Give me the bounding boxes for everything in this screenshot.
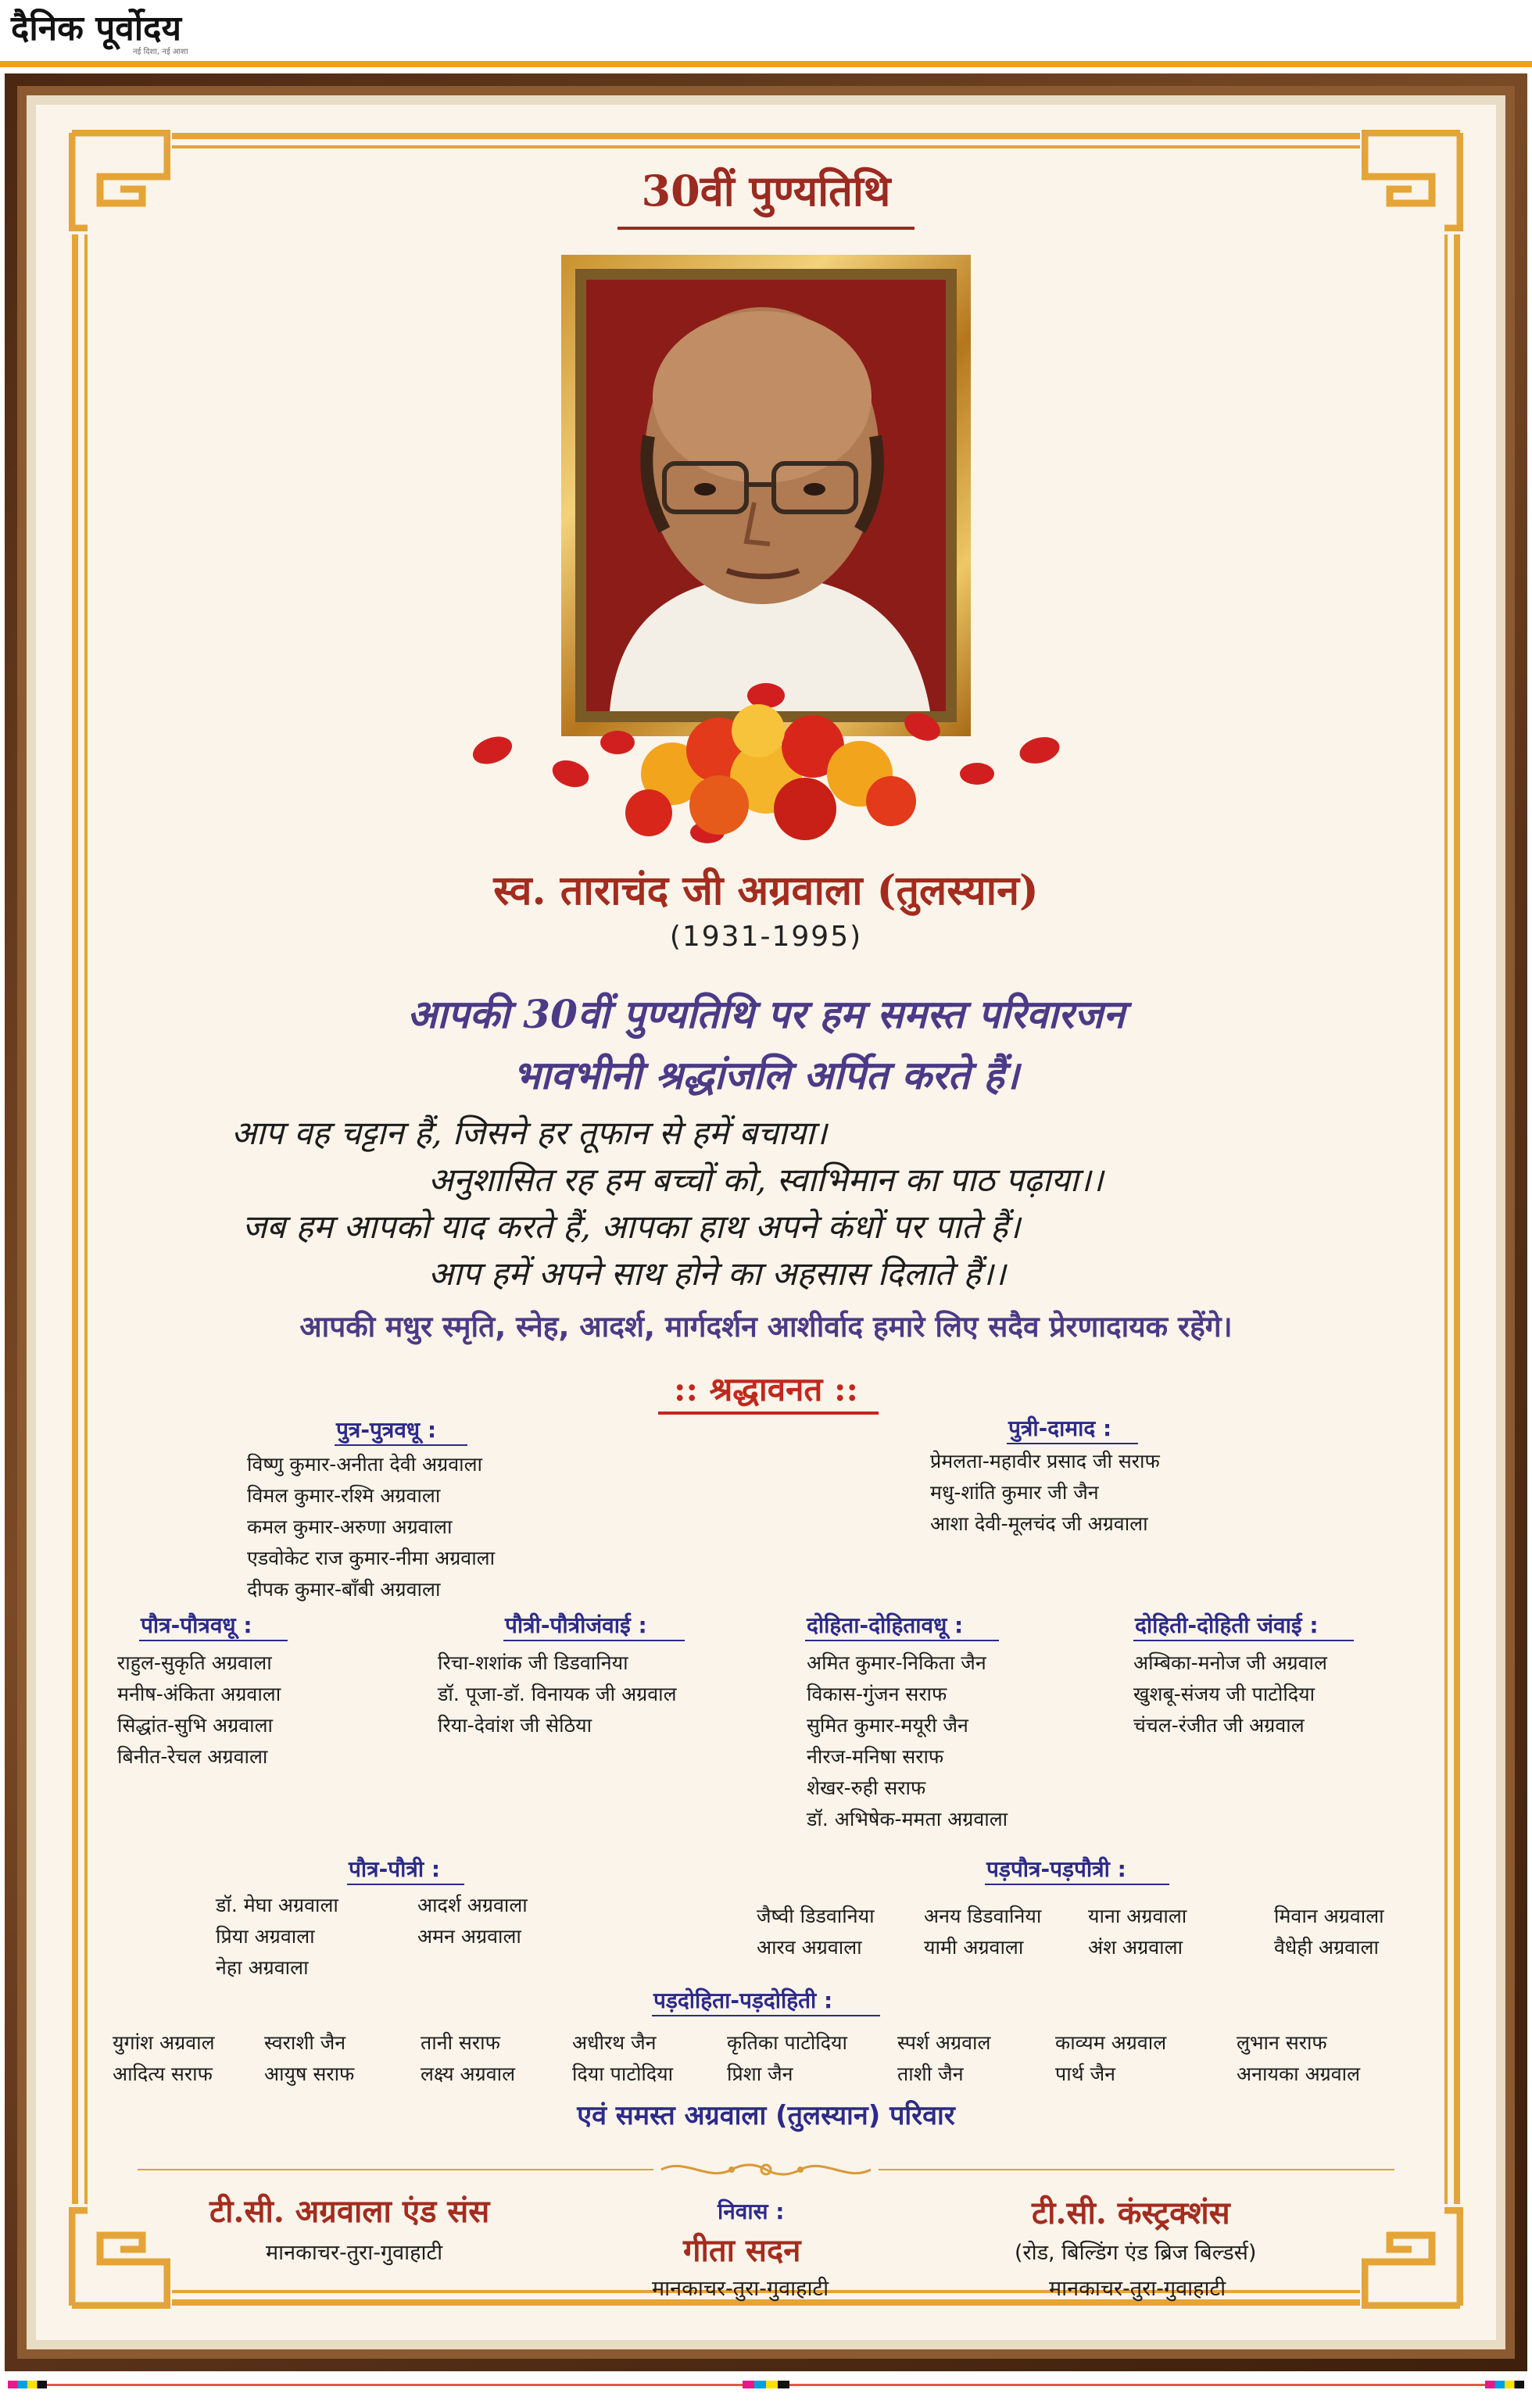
footer-residence-label: निवास : xyxy=(718,2199,785,2224)
group-list-dohiti xyxy=(1133,1648,1327,1741)
list-item: तानी सराफ xyxy=(421,2031,500,2054)
list-item: आदित्य सराफ xyxy=(113,2063,213,2085)
list-item: आदर्श अग्रवाला xyxy=(417,1894,528,1916)
group-underline xyxy=(805,1640,999,1641)
list-item: रिचा-शशांक जी डिडवानिया xyxy=(438,1651,628,1674)
list-item: लुभान सराफ xyxy=(1237,2031,1327,2054)
list-item: मधु-शांति कुमार जी जैन xyxy=(930,1481,1099,1504)
list-item: खुशबू-संजय जी पाटोदिया xyxy=(1133,1683,1315,1705)
group-heading-dohita: दोहिता-दोहितावधू : xyxy=(807,1612,964,1638)
deceased-name: स्व. ताराचंद जी अग्रवाला (तुलस्यान) xyxy=(493,867,1039,914)
newspaper-logo[interactable]: दैनिक पूर्वोदय xyxy=(11,9,182,48)
list-item: ताशी जैन xyxy=(897,2063,964,2085)
masthead-rule xyxy=(0,61,1532,67)
group-heading-pautri-jamai: पौत्री-पौत्रीजंवाई : xyxy=(505,1612,647,1638)
list-item: नेहा अग्रवाला xyxy=(216,1956,309,1979)
footer-divider-right xyxy=(879,2169,1394,2170)
deceased-years: (1931-1995) xyxy=(669,921,863,953)
list-item: सिद्धांत-सुभि अग्रवाला xyxy=(117,1714,273,1737)
group-list-paddohita-col-2 xyxy=(264,2027,354,2090)
footer-subtitle-right: (रोड, बिल्डिंग एंड ब्रिज बिल्डर्स) xyxy=(1015,2241,1257,2265)
group-list-paddohita-col-4 xyxy=(572,2027,673,2090)
list-item: बिनीत-रेचल अग्रवाला xyxy=(117,1745,268,1768)
group-underline xyxy=(1007,1443,1138,1444)
group-list-padpautra-col-1 xyxy=(757,1901,875,1963)
group-underline xyxy=(335,1444,467,1446)
scroll-ornament-icon xyxy=(653,2156,879,2184)
list-item: डॉ. पूजा-डॉ. विनायक जी अग्रवाल xyxy=(438,1683,677,1705)
group-heading-dohiti: दोहिती-दोहिती जंवाई : xyxy=(1135,1612,1319,1638)
tribute-headline-line-2: भावभीनी श्रद्धांजलि अर्पित करते हैं। xyxy=(513,1052,1019,1098)
color-registration-mark xyxy=(8,2381,47,2388)
list-item: प्रिशा जैन xyxy=(727,2063,793,2085)
list-item: अमन अग्रवाला xyxy=(417,1925,521,1948)
list-item: युगांश अग्रवाल xyxy=(113,2031,215,2054)
memory-line: आपकी मधुर स्मृति, स्नेह, आदर्श, मार्गदर्शन आशीर्वाद हमारे लिए सदैव प्रेरणादायक रहेंगे। xyxy=(299,1310,1233,1344)
list-item: अम्बिका-मनोज जी अग्रवाल xyxy=(1133,1651,1327,1674)
group-heading-putri: पुत्री-दामाद : xyxy=(1008,1415,1112,1441)
group-heading-pautra-pautri: पौत्र-पौत्री : xyxy=(349,1856,441,1882)
group-list-padpautra-col-4 xyxy=(1274,1901,1384,1963)
list-item: दिया पाटोदिया xyxy=(572,2063,674,2085)
group-underline xyxy=(652,2015,880,2016)
list-item: काव्यम अग्रवाल xyxy=(1055,2031,1167,2054)
list-item: सुमित कुमार-मयूरी जैन xyxy=(807,1714,968,1737)
shraddhavanat-heading: :: श्रद्धावनत :: xyxy=(673,1370,859,1408)
list-item: मिवान अग्रवाला xyxy=(1274,1905,1384,1927)
poem-line-2: अनुशासित रह हम बच्चों को, स्वाभिमान का पाठ पढ़ाया।। xyxy=(428,1161,1104,1199)
poem-line-4: आप हमें अपने साथ होने का अहसास दिलाते हैं।। xyxy=(428,1254,1006,1293)
anniversary-title: 30वीं पुण्यतिथि xyxy=(641,166,891,216)
group-heading-putra: पुत्र-पुत्रवधू : xyxy=(336,1417,437,1443)
group-underline xyxy=(139,1640,288,1641)
list-item: चंचल-रंजीत जी अग्रवाल xyxy=(1133,1714,1305,1737)
group-heading-pautra-vadhu: पौत्र-पौत्रवधू : xyxy=(141,1612,252,1638)
footer-place-right: मानकाचर-तुरा-गुवाहाटी xyxy=(1049,2277,1226,2301)
border-line-left-thin xyxy=(84,234,88,2204)
group-list-padpautra-col-2 xyxy=(924,1901,1041,1963)
family-sign-off: एवं समस्त अग्रवाला (तुलस्यान) परिवार xyxy=(577,2100,955,2131)
list-item: यामी अग्रवाला xyxy=(924,1936,1024,1959)
corner-ornament-bottom-left xyxy=(69,2207,170,2309)
group-list-pautra-vadhu xyxy=(117,1648,281,1773)
list-item: अंश अग्रवाला xyxy=(1088,1936,1183,1959)
group-list-padpautra-col-3 xyxy=(1088,1901,1187,1963)
list-item: एडवोकेट राज कुमार-नीमा अग्रवाला xyxy=(247,1547,496,1569)
color-registration-mark xyxy=(743,2381,789,2388)
list-item: प्रिया अग्रवाला xyxy=(216,1925,315,1948)
footer-firm-right: टी.सी. कंस्ट्रक्शंस xyxy=(1032,2195,1230,2231)
list-item: वैधेही अग्रवाला xyxy=(1274,1936,1379,1959)
group-underline xyxy=(347,1884,464,1885)
list-item: राहुल-सुकृति अग्रवाला xyxy=(117,1651,272,1674)
list-item: लक्ष्य अग्रवाल xyxy=(421,2063,516,2085)
list-item: अनायका अग्रवाल xyxy=(1237,2063,1361,2085)
list-item: पार्थ जैन xyxy=(1055,2063,1116,2085)
list-item: अमित कुमार-निकिता जैन xyxy=(807,1651,986,1674)
border-line-left xyxy=(72,234,78,2204)
list-item: कमल कुमार-अरुणा अग्रवाला xyxy=(247,1515,453,1538)
poem-line-3: जब हम आपको याद करते हैं, आपका हाथ अपने कंधों पर पाते हैं। xyxy=(242,1208,1021,1246)
list-item: याना अग्रवाला xyxy=(1088,1905,1187,1927)
border-line-top xyxy=(172,133,1360,139)
group-list-pautra-pautri-col-1 xyxy=(216,1890,338,1984)
list-item: दीपक कुमार-बाँबी अग्रवाला xyxy=(247,1578,441,1601)
tribute-headline-line-1: आपकी 30वीं पुण्यतिथि पर हम समस्त परिवारजन xyxy=(407,991,1125,1037)
footer-place-center: मानकाचर-तुरा-गुवाहाटी xyxy=(652,2277,829,2301)
group-list-putra xyxy=(247,1449,495,1605)
group-list-paddohita-col-7 xyxy=(1055,2027,1166,2090)
group-list-paddohita-col-3 xyxy=(421,2027,515,2090)
newspaper-tagline: नई दिशा, नई आशा xyxy=(133,48,188,56)
list-item: रिया-देवांश जी सेठिया xyxy=(438,1714,592,1737)
list-item: कृतिका पाटोदिया xyxy=(727,2031,848,2054)
list-item: डॉ. अभिषेक-ममता अग्रवाला xyxy=(807,1808,1008,1830)
list-item: आशा देवी-मूलचंद जी अग्रवाला xyxy=(930,1512,1148,1535)
title-underline xyxy=(617,227,915,230)
list-item: शेखर-रुही सराफ xyxy=(807,1776,926,1799)
group-underline xyxy=(985,1884,1169,1885)
group-list-pautri-jamai xyxy=(438,1648,677,1741)
list-item: जैष्वी डिडवानिया xyxy=(757,1905,875,1927)
poem-line-1: आप वह चट्टान हैं, जिसने हर तूफान से हमें बचाया। xyxy=(231,1114,827,1152)
list-item: विमल कुमार-रश्मि अग्रवाला xyxy=(247,1484,441,1507)
group-list-paddohita-col-8 xyxy=(1237,2027,1360,2090)
border-line-top-thin xyxy=(172,145,1360,148)
group-underline xyxy=(503,1640,685,1641)
footer-divider-left xyxy=(138,2169,653,2170)
group-list-paddohita-col-5 xyxy=(727,2027,847,2090)
footer-place-left: मानकाचर-तुरा-गुवाहाटी xyxy=(266,2241,443,2265)
list-item: आरव अग्रवाला xyxy=(757,1936,862,1959)
list-item: अधीरथ जैन xyxy=(572,2031,657,2054)
border-line-right-thin xyxy=(1444,234,1448,2204)
list-item: आयुष सराफ xyxy=(264,2063,355,2085)
group-list-pautra-pautri-col-2 xyxy=(417,1890,528,1952)
group-list-putri xyxy=(930,1446,1160,1540)
marigold-garland xyxy=(438,672,1094,860)
group-heading-padpautra: पड़पौत्र-पड़पौत्री : xyxy=(986,1856,1126,1882)
list-item: डॉ. मेघा अग्रवाला xyxy=(216,1894,338,1916)
footer-firm-left: टी.सी. अग्रवाला एंड संस xyxy=(209,2193,490,2230)
list-item: अनय डिडवानिया xyxy=(924,1905,1042,1927)
group-list-dohita xyxy=(807,1648,1008,1835)
list-item: मनीष-अंकिता अग्रवाला xyxy=(117,1683,281,1705)
group-heading-paddohita: पड़दोहिता-पड़दोहिती : xyxy=(653,1988,833,2013)
group-list-paddohita-col-6 xyxy=(897,2027,990,2090)
color-registration-mark xyxy=(1485,2381,1524,2388)
list-item: प्रेमलता-महावीर प्रसाद जी सराफ xyxy=(930,1450,1160,1472)
list-item: विकास-गुंजन सराफ xyxy=(807,1683,947,1705)
portrait-photo xyxy=(586,280,946,711)
list-item: नीरज-मनिषा सराफ xyxy=(807,1745,944,1768)
shraddhavanat-underline xyxy=(658,1412,879,1415)
list-item: स्पर्श अग्रवाल xyxy=(897,2031,991,2054)
corner-ornament-bottom-right xyxy=(1362,2207,1463,2309)
group-list-paddohita-col-1 xyxy=(113,2027,215,2090)
footer-residence-name: गीता सदन xyxy=(683,2232,801,2269)
list-item: स्वराशी जैन xyxy=(264,2031,346,2054)
list-item: विष्णु कुमार-अनीता देवी अग्रवाला xyxy=(247,1453,483,1476)
group-underline xyxy=(1133,1640,1354,1641)
border-line-right xyxy=(1454,234,1460,2204)
